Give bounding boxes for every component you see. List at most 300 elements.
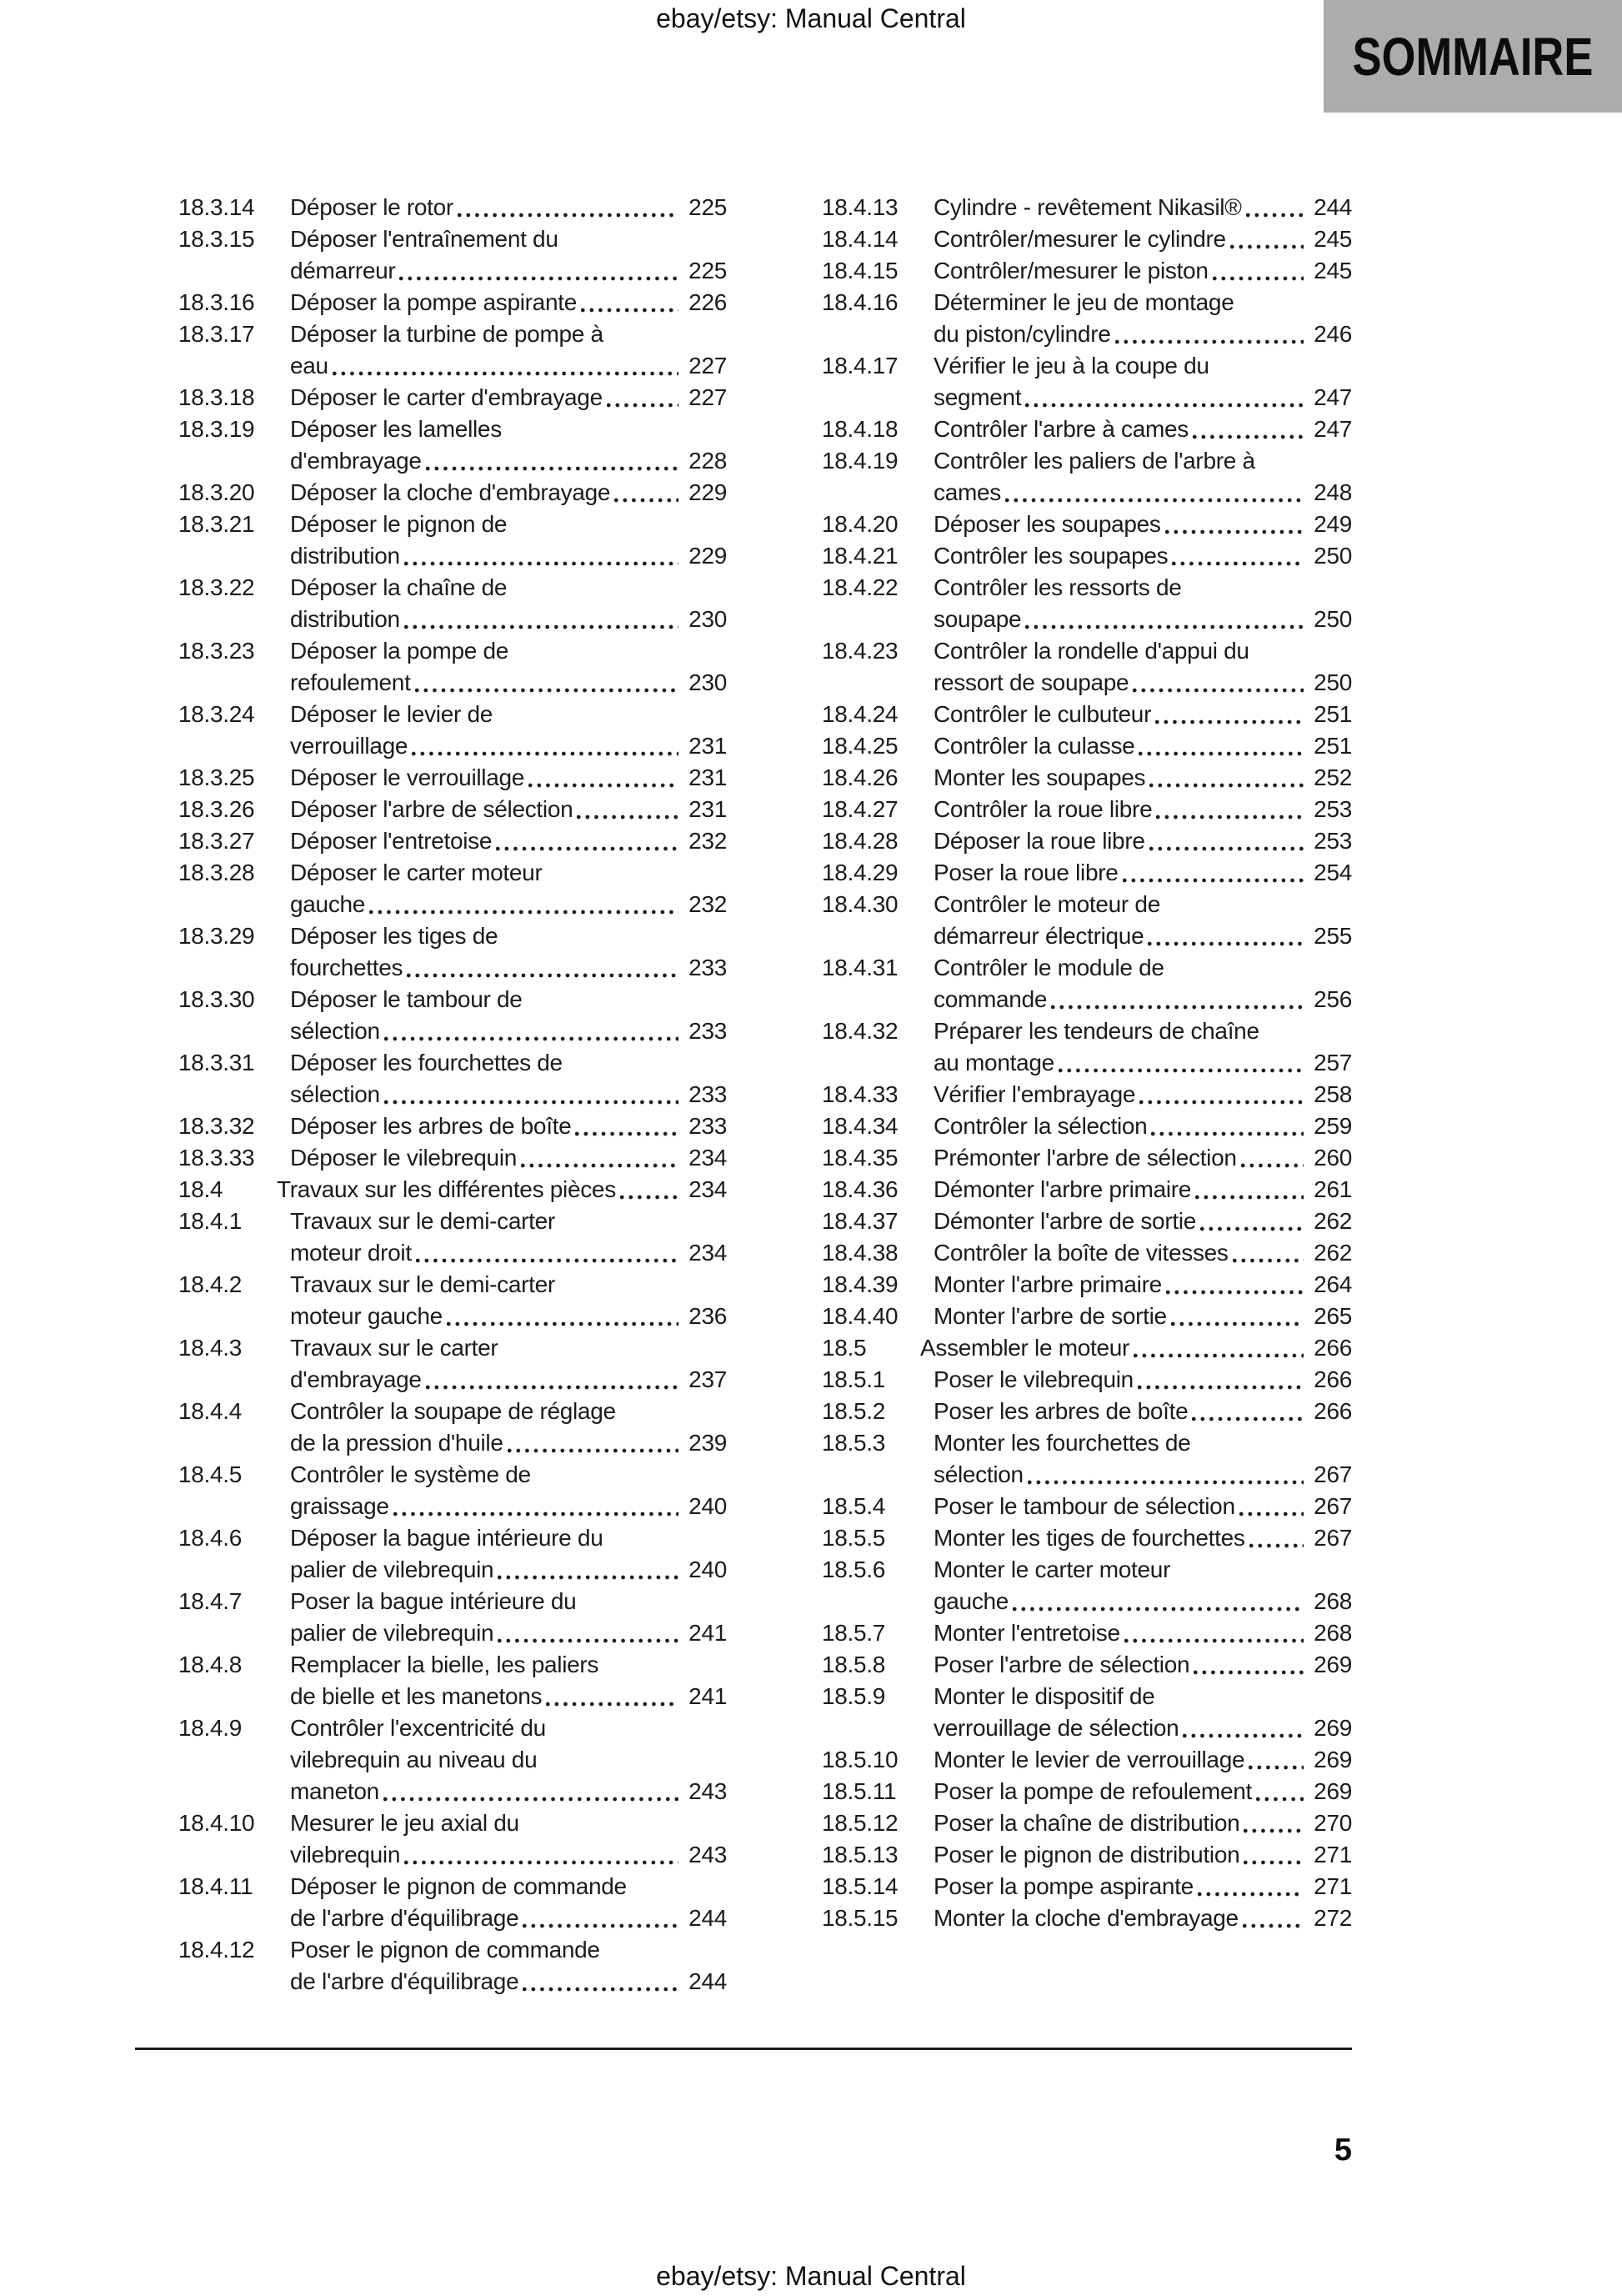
toc-entry-number: 18.5.15 — [822, 1905, 899, 1931]
toc-entry-line — [822, 1269, 1352, 1301]
toc-dot-leader — [399, 276, 678, 282]
toc-entry-number: 18.4.21 — [822, 543, 899, 569]
toc-page-number: 244 — [1314, 194, 1352, 220]
toc-page-number: 266 — [1314, 1335, 1352, 1361]
toc-entry-line — [822, 762, 1352, 794]
toc-entry-title: Monter l'arbre de sortie — [934, 1303, 1167, 1329]
toc-entry-line — [822, 1712, 1352, 1744]
toc-page-number: 245 — [1314, 226, 1352, 252]
toc-entry-title: Monter les tiges de fourchettes — [934, 1525, 1245, 1551]
toc-entry-number: 18.3.25 — [178, 764, 255, 790]
toc-entry-title: Déposer la bague intérieure du — [290, 1525, 603, 1551]
toc-entry-title: verrouillage — [290, 733, 408, 759]
toc-page-number: 250 — [1314, 606, 1352, 632]
toc-entry-number: 18.3.31 — [178, 1050, 255, 1075]
toc-entry-title: d'embrayage — [290, 1366, 422, 1392]
toc-page-number: 259 — [1314, 1113, 1352, 1139]
toc-dot-leader — [498, 1575, 678, 1581]
toc-entry — [178, 318, 727, 382]
toc-entry-title: Contrôler la roue libre — [934, 796, 1153, 822]
toc-page-number: 231 — [688, 764, 727, 790]
footer-divider — [135, 2048, 1352, 2050]
toc-page-number: 234 — [688, 1145, 727, 1171]
toc-entry-number: 18.4.31 — [822, 955, 899, 980]
toc-entry — [822, 540, 1352, 572]
toc-entry — [822, 1269, 1352, 1301]
toc-entry-line — [822, 1427, 1352, 1459]
toc-page-number: 253 — [1314, 796, 1352, 822]
toc-entry-title: Monter les soupapes — [934, 764, 1146, 790]
toc-dot-leader — [458, 213, 678, 218]
toc-entry-line — [178, 1617, 727, 1649]
toc-entry-number: 18.3.14 — [178, 194, 255, 220]
toc-entry-title: Déposer l'arbre de sélection — [290, 796, 573, 822]
toc-column-right — [822, 192, 1352, 1934]
toc-entry — [822, 1681, 1352, 1744]
toc-entry — [822, 1364, 1352, 1396]
toc-entry-title: distribution — [290, 606, 400, 632]
toc-entry-number: 18.3.19 — [178, 416, 255, 442]
toc-entry-number: 18.4.12 — [178, 1937, 255, 1963]
toc-entry-title: Déposer le pignon de — [290, 511, 508, 537]
toc-entry — [178, 477, 727, 509]
toc-dot-leader — [1244, 1860, 1304, 1866]
toc-entry-title: de la pression d'huile — [290, 1430, 503, 1456]
toc-dot-leader — [1155, 719, 1304, 725]
toc-dot-leader — [575, 1131, 678, 1137]
toc-entry-title: Travaux sur les différentes pièces — [277, 1176, 616, 1202]
toc-dot-leader — [1123, 878, 1304, 884]
toc-entry — [822, 414, 1352, 445]
toc-page-number: 244 — [688, 1968, 727, 1994]
toc-entry-line — [178, 1174, 727, 1206]
toc-entry-number: 18.4.37 — [822, 1208, 899, 1234]
toc-entry-line — [178, 382, 727, 414]
toc-dot-leader — [1233, 1258, 1304, 1264]
toc-dot-leader — [407, 973, 678, 979]
toc-entry — [822, 1301, 1352, 1332]
toc-entry — [822, 635, 1352, 699]
toc-entry — [822, 1206, 1352, 1237]
toc-page-number: 231 — [688, 796, 727, 822]
toc-entry — [822, 255, 1352, 287]
toc-entry-line — [178, 730, 727, 762]
toc-entry-title: palier de vilebrequin — [290, 1557, 494, 1582]
toc-page-number: 232 — [688, 891, 727, 917]
toc-entry-line — [822, 445, 1352, 477]
toc-entry-title: Travaux sur le demi-carter — [290, 1271, 555, 1297]
toc-entry-number: 18.4.16 — [822, 289, 899, 315]
toc-entry-number: 18.4.5 — [178, 1461, 243, 1487]
toc-dot-leader — [1230, 244, 1304, 250]
toc-entry-title: Monter l'arbre primaire — [934, 1271, 1162, 1297]
toc-dot-leader — [614, 498, 678, 504]
toc-entry — [822, 287, 1352, 350]
toc-entry-line — [178, 762, 727, 794]
toc-entry-title: ressort de soupape — [934, 669, 1129, 695]
toc-entry-title: Contrôler la boîte de vitesses — [934, 1240, 1229, 1266]
toc-entry-line — [822, 1554, 1352, 1586]
toc-page-number: 268 — [1314, 1588, 1352, 1614]
toc-entry-title: Poser la roue libre — [934, 860, 1119, 885]
toc-entry-title: Contrôler le système de — [290, 1461, 531, 1487]
toc-entry-number: 18.3.28 — [178, 860, 255, 885]
toc-entry-title: Remplacer la bielle, les paliers — [290, 1652, 599, 1677]
toc-entry-title: Travaux sur le carter — [290, 1335, 498, 1361]
toc-page-number: 244 — [688, 1905, 727, 1931]
toc-entry-number: 18.4.14 — [822, 226, 899, 252]
toc-entry-line — [822, 1776, 1352, 1807]
toc-dot-leader — [1213, 276, 1304, 282]
toc-entry-title: Contrôler la culasse — [934, 733, 1135, 759]
toc-entry-title: commande — [934, 986, 1048, 1012]
toc-page-number: 243 — [688, 1778, 727, 1804]
toc-entry-line — [822, 287, 1352, 318]
toc-page-number: 255 — [1314, 923, 1352, 949]
toc-entry-number: 18.5.9 — [822, 1683, 886, 1709]
toc-column-left — [178, 192, 727, 1998]
toc-entry-title: Déposer l'entraînement du — [290, 226, 558, 252]
toc-entry-line — [178, 1871, 727, 1902]
toc-dot-leader — [523, 1923, 678, 1929]
toc-entry — [822, 762, 1352, 794]
toc-entry-line — [178, 1554, 727, 1586]
toc-dot-leader — [1025, 624, 1304, 630]
toc-page-number: 234 — [688, 1240, 727, 1266]
toc-page-number: 225 — [688, 258, 727, 283]
toc-dot-leader — [1195, 1195, 1304, 1201]
toc-entry — [822, 1427, 1352, 1491]
toc-entry — [178, 699, 727, 762]
toc-entry-title: Poser le pignon de commande — [290, 1937, 600, 1963]
toc-entry-title: gauche — [290, 891, 366, 917]
toc-dot-leader — [404, 561, 678, 567]
toc-entry-number: 18.4.6 — [178, 1525, 243, 1551]
toc-entry-line — [822, 192, 1352, 223]
toc-entry-number: 18.4.40 — [822, 1303, 899, 1329]
toc-dot-leader — [1194, 1670, 1304, 1676]
toc-entry-line — [178, 1902, 727, 1934]
toc-entry — [822, 1839, 1352, 1871]
toc-entry-line — [822, 1807, 1352, 1839]
toc-entry-title: cames — [934, 479, 1001, 505]
toc-dot-leader — [333, 371, 678, 377]
toc-entry-line — [178, 1776, 727, 1807]
toc-page-number: 267 — [1314, 1461, 1352, 1487]
toc-entry-title: Poser la pompe de refoulement — [934, 1778, 1252, 1804]
toc-entry — [822, 730, 1352, 762]
toc-page-number: 227 — [688, 384, 727, 410]
toc-entry-line — [178, 1522, 727, 1554]
toc-entry-title: Travaux sur le demi-carter — [290, 1208, 555, 1234]
toc-page-number: 236 — [688, 1303, 727, 1329]
toc-entry-line — [178, 1459, 727, 1491]
toc-entry — [178, 635, 727, 699]
toc-entry-number: 18.4.10 — [178, 1810, 255, 1836]
toc-dot-leader — [1134, 1353, 1304, 1359]
toc-entry-line — [822, 1902, 1352, 1934]
toc-dot-leader — [1241, 1163, 1304, 1169]
toc-entry — [822, 1237, 1352, 1269]
toc-dot-leader — [412, 751, 678, 757]
toc-entry-number: 18.3.30 — [178, 986, 255, 1012]
toc-entry-line — [178, 540, 727, 572]
toc-entry-line — [178, 1332, 727, 1364]
toc-page-number: 230 — [688, 606, 727, 632]
toc-entry — [822, 1174, 1352, 1206]
toc-page-number: 267 — [1314, 1493, 1352, 1519]
toc-dot-leader — [1139, 751, 1304, 757]
toc-entry — [822, 857, 1352, 889]
toc-page-number: 240 — [688, 1557, 727, 1582]
toc-entry-title: Poser le pignon de distribution — [934, 1842, 1240, 1867]
toc-entry-line — [178, 1712, 727, 1744]
toc-dot-leader — [1124, 1638, 1304, 1644]
toc-entry — [822, 1079, 1352, 1110]
toc-entry-title: Déposer la pompe de — [290, 638, 509, 664]
toc-entry — [822, 192, 1352, 223]
toc-entry-line — [178, 1269, 727, 1301]
toc-entry-line — [178, 1807, 727, 1839]
toc-entry-line — [822, 540, 1352, 572]
toc-entry-title: gauche — [934, 1588, 1009, 1614]
toc-entry-number: 18.4.20 — [822, 511, 899, 537]
toc-dot-leader — [1246, 213, 1304, 218]
toc-page-number: 266 — [1314, 1398, 1352, 1424]
toc-dot-leader — [1013, 1607, 1304, 1612]
toc-entry-line — [822, 1110, 1352, 1142]
toc-entry-number: 18.3.33 — [178, 1145, 255, 1171]
footer-title: ebay/etsy: Manual Central — [656, 2261, 966, 2291]
toc-entry-number: 18.3.24 — [178, 701, 255, 727]
toc-dot-leader — [607, 403, 678, 409]
toc-entry-number: 18.4 — [178, 1176, 223, 1202]
toc-page-number: 246 — [1314, 321, 1352, 347]
toc-entry-title: Poser la bague intérieure du — [290, 1588, 577, 1614]
toc-entry-title: verrouillage de sélection — [934, 1715, 1179, 1741]
toc-entry-title: Contrôler le culbuteur — [934, 701, 1152, 727]
toc-page-number: 249 — [1314, 511, 1352, 537]
toc-page-number: 251 — [1314, 701, 1352, 727]
toc-entry-title: Monter la cloche d'embrayage — [934, 1905, 1239, 1931]
toc-dot-leader — [447, 1321, 678, 1327]
toc-page-number: 271 — [1314, 1842, 1352, 1867]
toc-entry-number: 18.5.13 — [822, 1842, 899, 1867]
toc-page-number: 262 — [1314, 1240, 1352, 1266]
toc-entry-title: Contrôler la soupape de réglage — [290, 1398, 616, 1424]
toc-entry — [178, 1934, 727, 1998]
toc-entry-line — [178, 952, 727, 984]
toc-entry-title: sélection — [290, 1081, 380, 1107]
toc-page-number: 253 — [1314, 828, 1352, 854]
toc-entry-number: 18.4.32 — [822, 1018, 899, 1044]
toc-entry-number: 18.4.39 — [822, 1271, 899, 1297]
toc-entry — [178, 1522, 727, 1586]
toc-entry-number: 18.3.18 — [178, 384, 255, 410]
toc-entry — [178, 1206, 727, 1269]
toc-entry-line — [178, 1079, 727, 1110]
toc-entry-line — [822, 920, 1352, 952]
toc-entry-line — [178, 1206, 727, 1237]
toc-entry-line — [822, 1332, 1352, 1364]
toc-entry-title: Monter le levier de verrouillage — [934, 1747, 1245, 1772]
toc-entry — [822, 1332, 1352, 1364]
toc-entry-title: eau — [290, 353, 328, 378]
toc-entry-line — [822, 699, 1352, 730]
toc-entry-number: 18.5.11 — [822, 1778, 897, 1804]
toc-dot-leader — [1243, 1923, 1304, 1929]
toc-entry-number: 18.5.12 — [822, 1810, 899, 1836]
toc-entry-number: 18.3.16 — [178, 289, 255, 315]
toc-dot-leader — [1059, 1068, 1304, 1074]
toc-dot-leader — [1183, 1733, 1304, 1739]
toc-entry-title: Déposer le carter moteur — [290, 860, 543, 885]
toc-page-number: 261 — [1314, 1176, 1352, 1202]
toc-dot-leader — [1200, 1226, 1304, 1232]
toc-entry — [178, 1269, 727, 1332]
toc-page-number: 247 — [1314, 416, 1352, 442]
toc-entry-title: Déposer les soupapes — [934, 511, 1161, 537]
toc-entry — [822, 1807, 1352, 1839]
toc-dot-leader — [1192, 1416, 1304, 1422]
toc-dot-leader — [508, 1448, 678, 1454]
toc-entry-title: Déposer le vilebrequin — [290, 1145, 518, 1171]
toc-entry-title: refoulement — [290, 669, 411, 695]
toc-entry-line — [822, 604, 1352, 635]
toc-entry-title: Déposer le rotor — [290, 194, 453, 220]
toc-entry-number: 18.5 — [822, 1335, 867, 1361]
toc-entry-title: du piston/cylindre — [934, 321, 1111, 347]
toc-entry-number: 18.4.38 — [822, 1240, 899, 1266]
toc-entry-line — [178, 350, 727, 382]
toc-entry — [178, 1649, 727, 1712]
toc-entry-title: Vérifier le jeu à la coupe du — [934, 353, 1209, 378]
toc-entry-number: 18.4.18 — [822, 416, 899, 442]
toc-entry-title: démarreur électrique — [934, 923, 1144, 949]
toc-entry-title: graissage — [290, 1493, 389, 1519]
toc-entry-line — [822, 1047, 1352, 1079]
toc-entry — [822, 223, 1352, 255]
toc-page-number: 232 — [688, 828, 727, 854]
toc-entry-number: 18.4.30 — [822, 891, 899, 917]
toc-entry-title: Contrôler l'excentricité du — [290, 1715, 546, 1741]
toc-page-number: 243 — [688, 1842, 727, 1867]
toc-entry-number: 18.4.1 — [178, 1208, 243, 1234]
toc-entry-title: de l'arbre d'équilibrage — [290, 1905, 519, 1931]
toc-entry-title: Cylindre - revêtement Nikasil® — [934, 194, 1242, 220]
toc-entry — [178, 794, 727, 825]
toc-entry-line — [822, 223, 1352, 255]
toc-page-number: 225 — [688, 194, 727, 220]
toc-entry-title: Contrôler les paliers de l'arbre à — [934, 448, 1255, 474]
toc-dot-leader — [393, 1511, 678, 1517]
toc-entry-title: de l'arbre d'équilibrage — [290, 1968, 519, 1994]
toc-entry-number: 18.4.34 — [822, 1113, 899, 1139]
toc-entry-title: Déposer les fourchettes de — [290, 1050, 563, 1075]
toc-dot-leader — [1172, 561, 1304, 567]
toc-entry-line — [178, 192, 727, 223]
toc-entry — [822, 1396, 1352, 1427]
toc-entry — [822, 350, 1352, 414]
toc-dot-leader — [384, 1036, 678, 1042]
toc-entry-title: Déposer le tambour de — [290, 986, 523, 1012]
toc-dot-leader — [426, 1385, 678, 1391]
toc-entry-number: 18.4.23 — [822, 638, 899, 664]
toc-page-number: 240 — [688, 1493, 727, 1519]
toc-entry-line — [178, 1237, 727, 1269]
toc-entry — [178, 1459, 727, 1522]
page-number: 5 — [1334, 2133, 1352, 2168]
toc-entry-line — [822, 825, 1352, 857]
toc-entry-title: d'embrayage — [290, 448, 422, 474]
toc-entry — [822, 1142, 1352, 1174]
toc-entry-number: 18.4.3 — [178, 1335, 243, 1361]
toc-entry — [178, 509, 727, 572]
toc-dot-leader — [546, 1702, 678, 1707]
toc-page-number: 269 — [1314, 1652, 1352, 1677]
toc-page-number: 233 — [688, 1018, 727, 1044]
toc-entry — [822, 952, 1352, 1015]
toc-entry-line — [822, 1459, 1352, 1491]
toc-entry-number: 18.4.33 — [822, 1081, 899, 1107]
toc-entry-number: 18.4.36 — [822, 1176, 899, 1202]
toc-entry-title: Déposer le pignon de commande — [290, 1873, 627, 1899]
toc-entry — [178, 1871, 727, 1934]
toc-entry-title: Mesurer le jeu axial du — [290, 1810, 519, 1836]
toc-entry-line — [178, 1142, 727, 1174]
toc-entry-line — [178, 477, 727, 509]
toc-entry-line — [822, 1839, 1352, 1871]
toc-entry — [178, 1110, 727, 1142]
toc-entry-line — [822, 952, 1352, 984]
toc-entry-title: palier de vilebrequin — [290, 1620, 494, 1646]
toc-page-number: 234 — [688, 1176, 727, 1202]
toc-entry — [822, 1015, 1352, 1079]
toc-entry-line — [822, 1491, 1352, 1522]
toc-entry-number: 18.3.26 — [178, 796, 255, 822]
toc-entry-line — [178, 920, 727, 952]
toc-entry-number: 18.4.28 — [822, 828, 899, 854]
toc-entry-line — [822, 667, 1352, 699]
toc-entry-title: Préparer les tendeurs de chaîne — [934, 1018, 1259, 1044]
sommaire-label: SOMMAIRE — [1352, 26, 1594, 87]
toc-dot-leader — [1249, 1765, 1304, 1771]
toc-entry — [178, 287, 727, 318]
toc-entry-title: Déposer les lamelles — [290, 416, 502, 442]
toc-entry-title: Poser la chaîne de distribution — [934, 1810, 1240, 1836]
toc-entry-line — [178, 699, 727, 730]
toc-entry-line — [178, 857, 727, 889]
toc-entry-line — [822, 1301, 1352, 1332]
toc-entry-line — [178, 1427, 727, 1459]
toc-entry-title: Vérifier l'embrayage — [934, 1081, 1136, 1107]
toc-entry-line — [822, 1396, 1352, 1427]
toc-entry — [178, 857, 727, 920]
toc-entry — [178, 1586, 727, 1649]
toc-entry-title: Assembler le moteur — [920, 1335, 1130, 1361]
toc-entry-line — [822, 255, 1352, 287]
toc-page-number: 233 — [688, 1081, 727, 1107]
toc-dot-leader — [426, 466, 678, 472]
toc-entry-title: Déposer la roue libre — [934, 828, 1145, 854]
toc-page-number: 256 — [1314, 986, 1352, 1012]
toc-entry-number: 18.5.8 — [822, 1652, 886, 1677]
toc-entry-line — [178, 1839, 727, 1871]
toc-entry-title: au montage — [934, 1050, 1054, 1075]
toc-dot-leader — [1244, 1828, 1304, 1834]
toc-entry-number: 18.3.21 — [178, 511, 255, 537]
toc-entry-line — [178, 572, 727, 604]
